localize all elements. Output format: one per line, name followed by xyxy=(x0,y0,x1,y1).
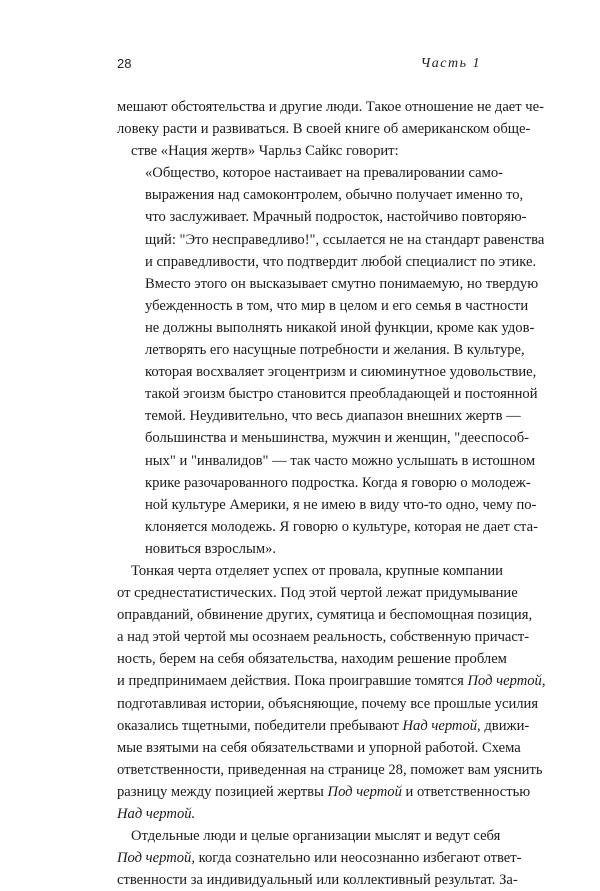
quote-line: такой эгоизм быстро становится преобладающей и постоянной xyxy=(145,386,538,403)
italic-term: Над чертой. xyxy=(117,806,196,822)
quote-line: щий: "Это несправедливо!", ссылается не на стандарт равенства xyxy=(145,231,545,248)
quote-line: которая восхваляет эгоцентризм и сиюминутное удовольствие, xyxy=(145,364,537,381)
text-fragment: оказались тщетными, победители пребывают xyxy=(117,717,399,734)
block-quote xyxy=(117,162,545,560)
quote-line: что заслуживает. Мрачный подросток, настойчиво повторяю- xyxy=(145,209,527,226)
text-line: стве «Нация жертв» Чарльз Сайкс говорит: xyxy=(131,143,399,160)
text-fragment: разницу между позицией жертвы xyxy=(117,783,324,800)
paragraph-3 xyxy=(117,825,522,891)
text-line: мешают обстоятельства и другие люди. Такое отношение не дает че- xyxy=(117,99,544,115)
text-line: от среднестатистических. Под этой чертой лежат придумывание xyxy=(117,585,518,602)
text-fragment: и предпринимаем действия. Пока проигравшие томятся xyxy=(117,673,464,690)
paragraph-2 xyxy=(117,560,546,825)
quote-line: летворять его насущные потребности и желания. В культуре, xyxy=(145,342,525,359)
text-line: ловеку расти и развиваться. В своей книге об американском обще- xyxy=(117,121,531,138)
page-header xyxy=(117,56,481,76)
text-line xyxy=(117,670,546,692)
page-number: 28 xyxy=(117,56,132,71)
quote-line: убежденность в том, что мир в целом и его семья в частности xyxy=(145,297,529,314)
italic-term: Под чертой xyxy=(327,783,402,800)
text-fragment: когда сознательно или неосознанно избегают ответ- xyxy=(198,850,522,867)
quote-line: новиться взрослым». xyxy=(145,540,277,557)
text-line: Тонкая черта отделяет успех от провала, крупные компании xyxy=(131,562,503,579)
quote-line: Вместо этого он высказывает смутно понимаемую, но твердую xyxy=(145,275,539,292)
running-head: Часть 1 xyxy=(420,56,481,71)
quote-line: ной культуре Америки, я не имею в виду что-то одно, чему по- xyxy=(145,496,537,513)
italic-term: Над чертой, xyxy=(402,717,481,734)
quote-line: не должны выполнять никакой иной функции, кроме как удов- xyxy=(145,319,535,336)
text-line: а над этой чертой мы осознаем реальность, собственную причаст- xyxy=(117,629,530,646)
quote-line: клоняется молодежь. Я говорю о культуре, которая не дает ста- xyxy=(145,518,538,535)
paragraph-1 xyxy=(117,96,544,162)
italic-term: Под чертой, xyxy=(467,673,546,690)
text-line: оправданий, обвинение других, сумятица и беспомощная позиция, xyxy=(117,607,533,624)
quote-line: крике разочарованного подростка. Когда я говорю о молодеж- xyxy=(145,474,531,491)
text-line: ответственности, приведенная на странице 28, поможет вам уяснить xyxy=(117,761,543,778)
body-text xyxy=(117,96,546,891)
italic-term: Под чертой, xyxy=(117,850,195,867)
quote-line: темой. Неудивительно, что весь диапазон внешних жертв — xyxy=(145,408,521,425)
text-line xyxy=(117,781,531,803)
text-line: подготавливая истории, объясняющие, почему все прошлые усилия xyxy=(117,695,539,712)
quote-line: ных" и "инвалидов" — так часто можно услышать в истошном xyxy=(145,452,536,469)
text-line xyxy=(117,715,530,737)
text-line xyxy=(117,803,484,825)
text-line xyxy=(117,847,522,869)
quote-line: и справедливости, что подтвердит любой специалист по этике. xyxy=(145,253,537,270)
quote-line: большинства и меньшинства, мужчин и женщин, "дееспособ- xyxy=(145,430,529,447)
text-line: ственности за индивидуальный или коллективный результат. За- xyxy=(117,872,518,889)
quote-line: «Общество, которое настаивает на превалировании само- xyxy=(145,165,503,182)
text-fragment: и ответственностью xyxy=(405,783,531,800)
text-fragment: движи- xyxy=(484,717,530,734)
text-line: ность, берем на себя обязательства, находим решение проблем xyxy=(117,651,507,668)
quote-line: выражения над самоконтролем, обычно получает именно то, xyxy=(145,187,524,204)
text-line: мые взятыми на себя обязательствами и упорной работой. Схема xyxy=(117,739,521,756)
text-line: Отдельные люди и целые организации мыслят и ведут себя xyxy=(131,828,501,845)
